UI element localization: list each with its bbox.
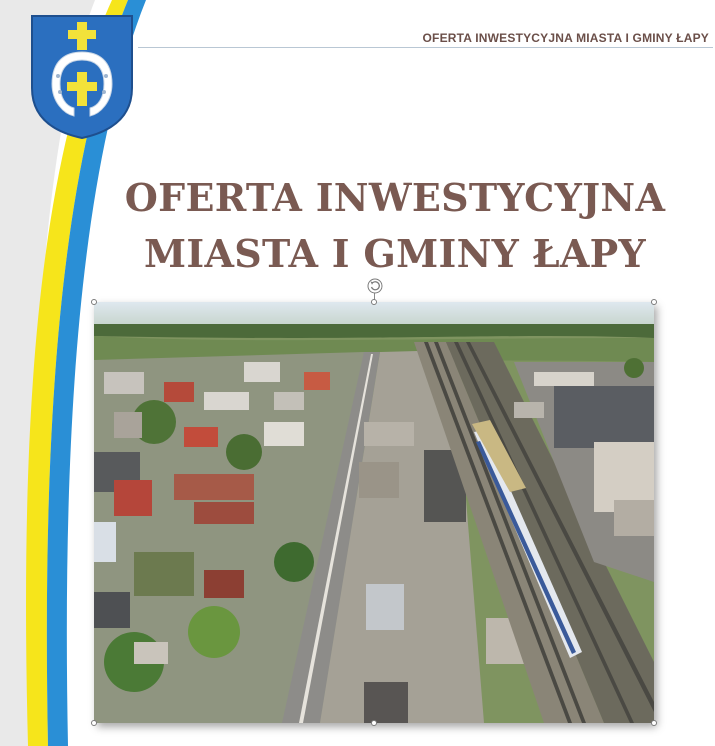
coat-of-arms-icon [30, 14, 134, 140]
title-line-2: MIASTA I GMINY ŁAPY [144, 231, 646, 276]
rotate-handle-icon[interactable] [367, 278, 383, 294]
resize-handle-bottom-center[interactable] [371, 720, 377, 726]
running-header: OFERTA INWESTYCYJNA MIASTA I GMINY ŁAPY [422, 31, 709, 45]
resize-handle-bottom-right[interactable] [651, 720, 657, 726]
resize-handle-top-left[interactable] [91, 299, 97, 305]
aerial-photo-image [94, 302, 654, 723]
resize-handle-top-center[interactable] [371, 299, 377, 305]
header-rule [138, 47, 713, 48]
page-title [100, 170, 690, 282]
aerial-city-photo[interactable] [94, 302, 654, 723]
resize-handle-bottom-left[interactable] [91, 720, 97, 726]
resize-handle-top-right[interactable] [651, 299, 657, 305]
title-line-1: OFERTA INWESTYCYJNA [124, 175, 666, 220]
